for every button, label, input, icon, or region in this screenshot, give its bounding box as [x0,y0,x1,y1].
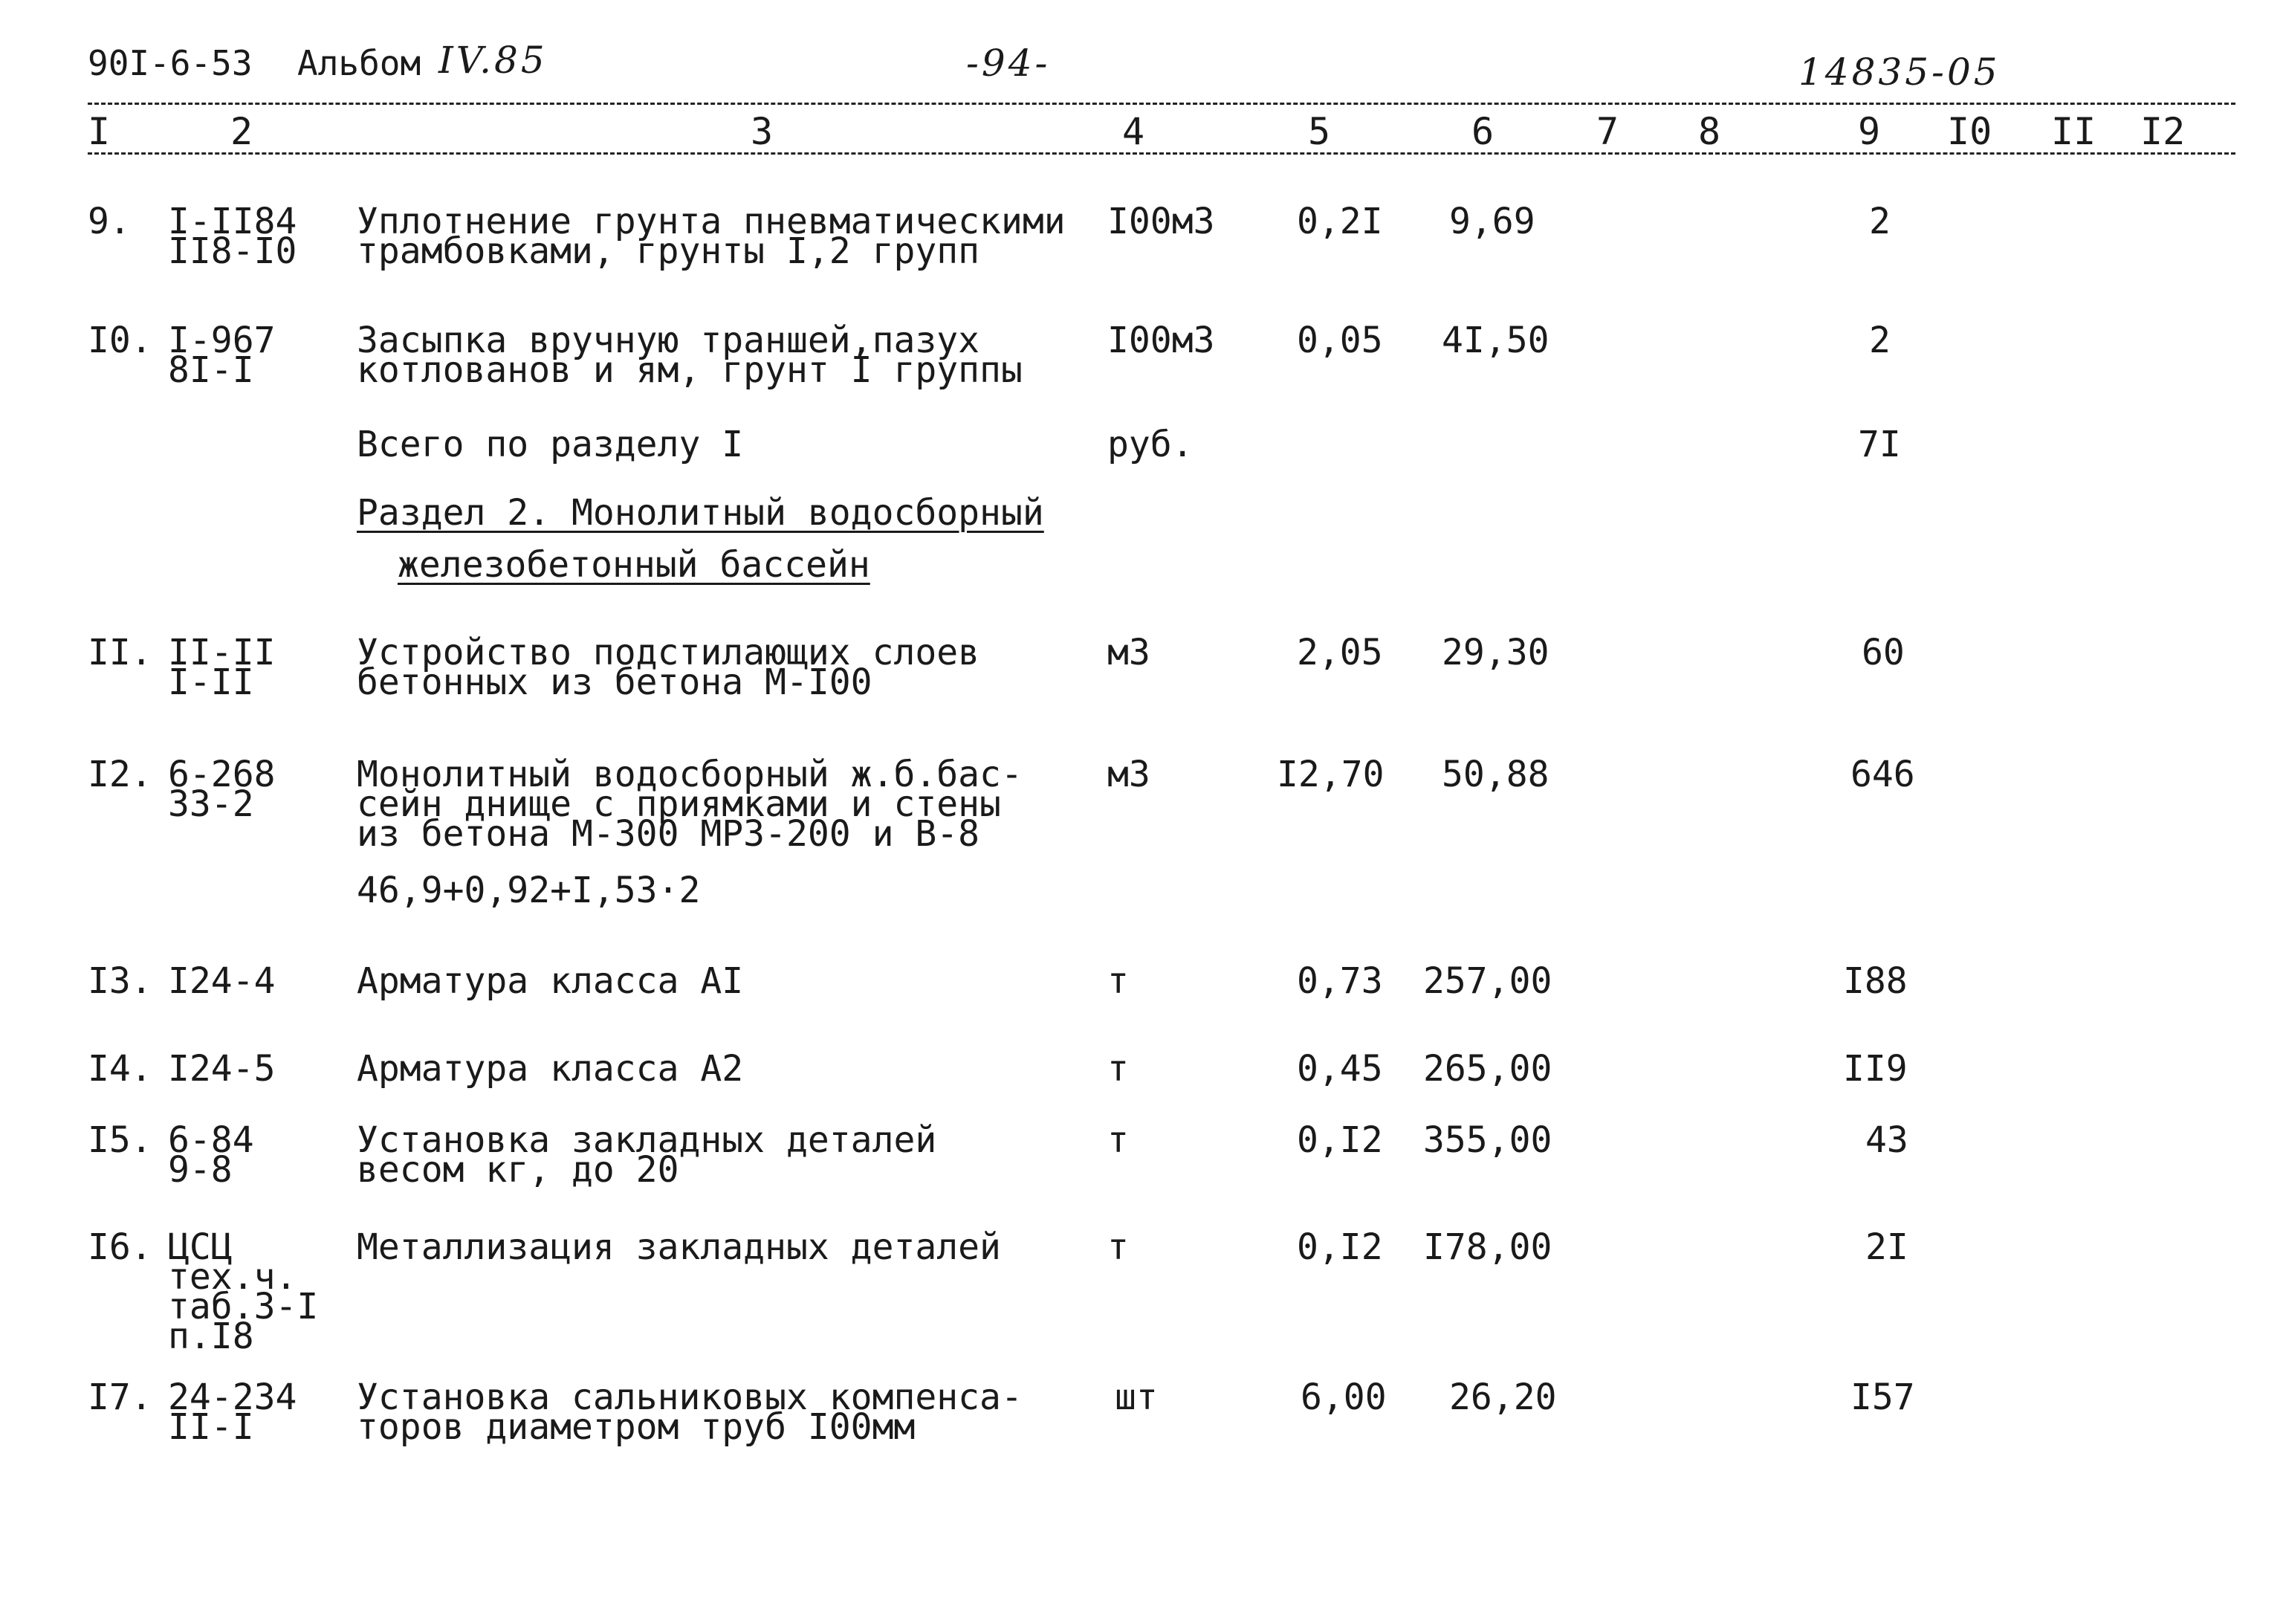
row-quantity: 0,I2 [1297,1226,1383,1268]
row-code: II-II I-II [168,632,276,703]
stamp-number: 14835-05 [1798,51,2001,94]
row-number: II. [88,632,152,673]
volume-formula: 46,9+0,92+I,53·2 [357,870,701,911]
column-number: I0 [1947,110,1992,153]
row-unit-price: 29,30 [1442,632,1549,673]
section-total-unit: руб. [1107,424,1194,465]
row-description: Металлизация закладных деталей [357,1226,1001,1268]
row-quantity: 0,2I [1297,201,1383,242]
header-top-rule [88,103,2235,105]
row-total: 2 [1869,320,1891,361]
row-code: I24-5 [168,1048,276,1090]
document-code: 90I-6-53 [88,43,253,83]
row-total: 2I [1865,1226,1908,1268]
row-unit: т [1107,1048,1129,1090]
row-unit-price: 257,00 [1423,960,1552,1002]
row-unit: I00м3 [1107,320,1215,361]
row-code: 6-84 9-8 [168,1119,254,1191]
row-description: Установка закладных деталей весом кг, до 20 [357,1119,937,1191]
row-description: Арматура класса АI [357,960,744,1002]
album-label: Альбом [297,43,421,83]
row-total: 646 [1850,754,1915,795]
row-quantity: 0,45 [1297,1048,1383,1090]
row-unit-price: 9,69 [1449,201,1535,242]
row-number: I6. [88,1226,152,1268]
row-unit: т [1107,1119,1129,1161]
row-unit: I00м3 [1107,201,1215,242]
row-unit-price: 265,00 [1423,1048,1552,1090]
row-description: Установка сальниковых компенса- торов диаметром труб I00мм [357,1376,1023,1448]
row-number: I5. [88,1119,152,1161]
row-number: I2. [88,754,152,795]
row-total: 60 [1862,632,1905,673]
column-number: I2 [2140,110,2186,153]
row-code: ЦСЦ тех.ч. таб.3-I п.I8 [168,1226,319,1357]
section-2-title-line-1: Раздел 2. Монолитный водосборный [357,492,1044,534]
row-description: Устройство подстилающих слоев бетонных из бетона М-I00 [357,632,980,703]
row-code: I-967 8I-I [168,320,276,391]
column-number: 2 [230,110,253,153]
row-quantity: 0,73 [1297,960,1383,1002]
section-total-label: Всего по разделу I [357,424,744,465]
row-quantity: 6,00 [1301,1376,1387,1418]
column-number: I [88,110,111,153]
row-number: I7. [88,1376,152,1418]
column-number: 4 [1122,110,1145,153]
row-total: 43 [1865,1119,1908,1161]
row-code: I-II84 II8-I0 [168,201,297,272]
row-description: Монолитный водосборный ж.б.бас- сейн днище с приямками и стены из бетона М-300 МРЗ-200 и В-8 [357,754,1023,855]
row-quantity: 0,05 [1297,320,1383,361]
row-unit-price: I78,00 [1423,1226,1552,1268]
row-unit-price: 4I,50 [1442,320,1549,361]
row-description: Арматура класса А2 [357,1048,744,1090]
row-quantity: I2,70 [1277,754,1385,795]
row-unit-price: 26,20 [1449,1376,1557,1418]
row-total: II9 [1843,1048,1908,1090]
album-handwritten-number: IV.85 [438,39,548,82]
row-description: Уплотнение грунта пневматическими трамбовками, грунты I,2 групп [357,201,1066,272]
row-unit: м3 [1107,632,1150,673]
column-number: II [2051,110,2096,153]
row-quantity: 0,I2 [1297,1119,1383,1161]
row-code: 24-234 II-I [168,1376,297,1448]
row-unit: м3 [1107,754,1150,795]
row-total: 2 [1869,201,1891,242]
row-description: Засыпка вручную траншей,пазух котлованов и ям, грунт I группы [357,320,1023,391]
row-total: I88 [1843,960,1908,1002]
page-number: -94- [966,42,1051,85]
row-number: I0. [88,320,152,361]
column-number: 9 [1858,110,1881,153]
row-code: 6-268 33-2 [168,754,276,825]
section-2-title-line-2: железобетонный бассейн [398,544,870,586]
column-number: 5 [1308,110,1331,153]
column-number: 6 [1471,110,1495,153]
row-number: 9. [88,201,131,242]
header-bottom-rule [88,152,2235,155]
row-unit: т [1107,960,1129,1002]
row-unit-price: 50,88 [1442,754,1549,795]
row-unit: т [1107,1226,1129,1268]
row-number: I4. [88,1048,152,1090]
row-unit-price: 355,00 [1423,1119,1552,1161]
column-number: 7 [1596,110,1619,153]
section-total-value: 7I [1858,424,1901,465]
row-total: I57 [1850,1376,1915,1418]
column-number: 8 [1698,110,1721,153]
row-number: I3. [88,960,152,1002]
column-number: 3 [751,110,774,153]
row-quantity: 2,05 [1297,632,1383,673]
row-unit: шт [1115,1376,1158,1418]
row-code: I24-4 [168,960,276,1002]
